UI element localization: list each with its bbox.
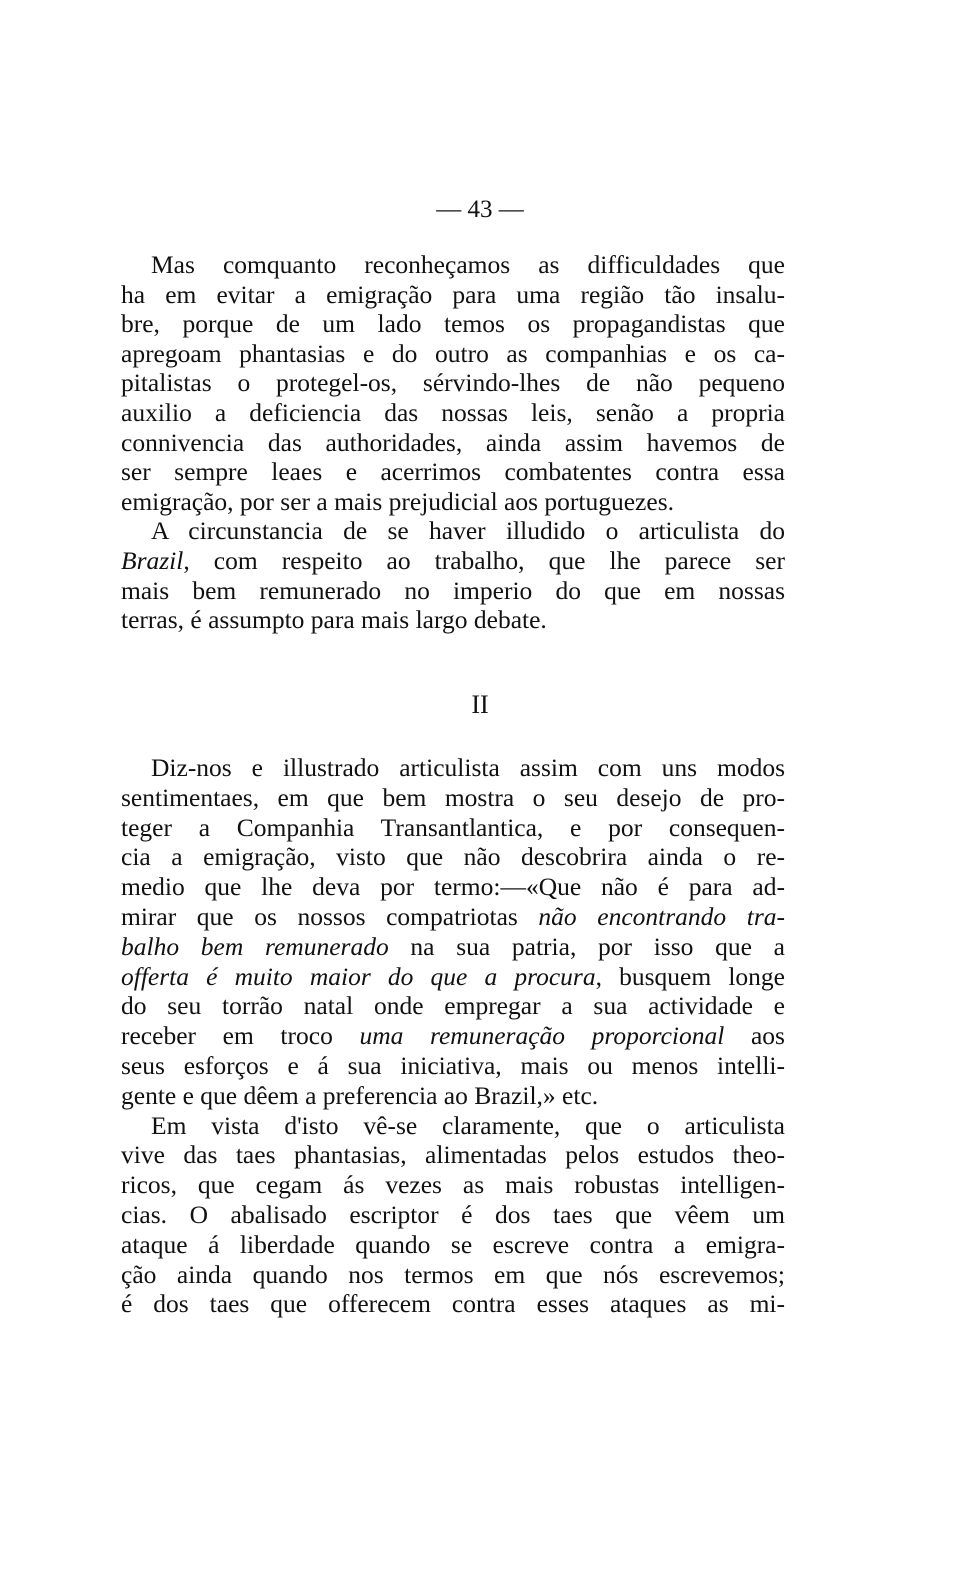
text-line (121, 932, 785, 962)
text-block-section-1 (121, 250, 785, 635)
text-segment: receber em troco (121, 1021, 360, 1051)
section-heading: II (471, 690, 489, 719)
text-block-section-2 (121, 753, 785, 1319)
text-segment: pitalistas o protegel-os, sérvindo-lhes de não pequeno (121, 368, 785, 398)
text-segment: ha em evitar a emigração para uma região tão insalu- (121, 279, 785, 309)
italic-text: balho bem remunerado (121, 931, 389, 961)
text-line (121, 605, 785, 635)
text-segment: , com respeito ao trabalho, que lhe parece ser (183, 545, 785, 575)
text-segment: A circunstancia de se haver illudido o articulista do (151, 516, 785, 546)
italic-text: não encontrando tra- (538, 901, 785, 931)
text-segment: ser sempre leaes e acerrimos combatentes contra essa (121, 457, 785, 487)
text-segment: terras, é assumpto para mais largo debate. (121, 605, 547, 635)
text-line (121, 398, 785, 428)
text-segment: seus esforços e á sua iniciativa, mais ou menos intelli- (121, 1050, 785, 1080)
text-line (121, 280, 785, 310)
text-segment: apregoam phantasias e do outro as companhias e os ca- (121, 338, 785, 368)
text-segment: mais bem remunerado no imperio do que em nossas (121, 575, 785, 605)
text-segment: emigração, por ser a mais prejudicial aos portuguezes. (121, 486, 674, 516)
text-segment: na sua patria, por isso que a (388, 931, 785, 961)
text-line (121, 487, 785, 517)
text-line (121, 902, 785, 932)
text-segment: Mas comquanto reconheçamos as difficuldades que (151, 250, 785, 279)
text-segment: Em vista d'isto vê-se claramente, que o articulista (151, 1110, 785, 1140)
text-segment: aos (724, 1021, 785, 1051)
text-segment: , busquem longe (595, 961, 785, 991)
text-segment: cia a emigração, visto que não descobrira ainda o re- (121, 842, 785, 872)
text-line (121, 813, 785, 843)
text-line (121, 368, 785, 398)
text-line (121, 1230, 785, 1260)
text-line (121, 962, 785, 992)
text-line (121, 991, 785, 1021)
text-segment: ataque á liberdade quando se escreve contra a emigra- (121, 1229, 785, 1259)
text-segment: cias. O abalisado escriptor é dos taes que vêem um (121, 1199, 785, 1229)
text-line (121, 339, 785, 369)
text-line (121, 1081, 785, 1111)
text-segment: gente e que dêem a preferencia ao Brazil,» etc. (121, 1080, 599, 1110)
text-line (121, 516, 785, 546)
text-segment: sentimentaes, em que bem mostra o seu desejo de pro- (121, 782, 785, 812)
text-line (121, 753, 785, 783)
text-line (121, 842, 785, 872)
italic-text: uma remuneração proporcional (359, 1021, 725, 1051)
text-line (121, 576, 785, 606)
text-segment: bre, porque de um lado temos os propagandistas que (121, 309, 785, 339)
page-number: — 43 — (436, 196, 524, 223)
text-line (121, 1140, 785, 1170)
text-line (121, 1260, 785, 1290)
text-segment: mirar que os nossos compatriotas (121, 901, 539, 931)
text-line (121, 1200, 785, 1230)
text-segment: do seu torrão natal onde empregar a sua actividade e (121, 991, 785, 1021)
italic-text: offerta é muito maior do que a procura (121, 961, 596, 991)
text-line (121, 309, 785, 339)
italic-text: Brazil (121, 545, 184, 575)
text-line (121, 872, 785, 902)
text-line (121, 457, 785, 487)
text-segment: ção ainda quando nos termos em que nós escrevemos; (121, 1259, 785, 1289)
text-line (121, 250, 785, 280)
text-line (121, 546, 785, 576)
text-line (121, 1289, 785, 1319)
text-segment: medio que lhe deva por termo:—«Que não é para ad- (121, 872, 785, 902)
text-line (121, 1170, 785, 1200)
text-segment: ricos, que cegam ás vezes as mais robustas intelligen- (121, 1170, 785, 1200)
text-segment: connivencia das authoridades, ainda assim havemos de (121, 427, 785, 457)
text-line (121, 1021, 785, 1051)
text-line (121, 1111, 785, 1141)
text-line (121, 1051, 785, 1081)
text-line (121, 428, 785, 458)
text-segment: é dos taes que offerecem contra esses ataques as mi- (121, 1289, 785, 1319)
text-segment: vive das taes phantasias, alimentadas pelos estudos theo- (121, 1140, 785, 1170)
text-line (121, 783, 785, 813)
text-segment: teger a Companhia Transantlantica, e por consequen- (121, 812, 785, 842)
text-segment: Diz-nos e illustrado articulista assim com uns modos (151, 753, 785, 782)
text-segment: auxilio a deficiencia das nossas leis, senão a propria (121, 397, 785, 427)
